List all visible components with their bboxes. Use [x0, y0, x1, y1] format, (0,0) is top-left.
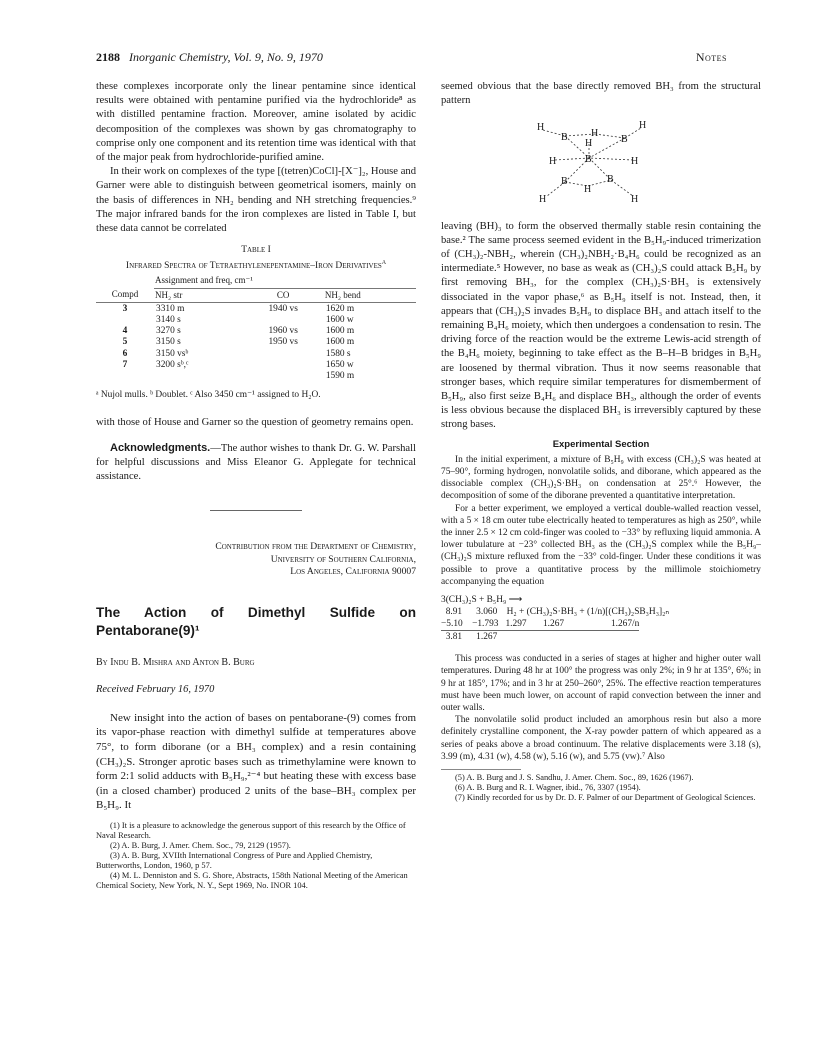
- atom-label: B: [607, 174, 614, 186]
- atom-label: H: [549, 156, 557, 168]
- table-title: Infrared Spectra of Tetraethylenepentamine–Iron Derivatives$^a$: [125, 257, 387, 272]
- atom-label: H: [585, 138, 593, 150]
- section-divider: [210, 510, 302, 511]
- paragraph: seemed obvious that the base directly removed BH₃ from the structural pattern: [441, 81, 761, 107]
- atom-label: B: [585, 154, 592, 166]
- equation-line: 8.91 3.060 H₂ + (CH₃)₂S·BH₃ + (1/n)[(CH₃)₂SB₃H₃]₂ₙ: [441, 607, 670, 618]
- footnote-rule: [441, 769, 521, 770]
- atom-label: H: [539, 194, 547, 206]
- right-column: [441, 80, 761, 803]
- paragraph: these complexes incorporate only the linear pentamine since identical results were obtained with pentamine purified via the hydrochloride⁸ as with distilled pentamine fraction. Moreover, amine isolated by acidic decomposition of the complexes was shown by gas chromatography to comprise only one component and its retention time was identical with that of the major peak from hydrochloride-purified amine.: [96, 81, 416, 164]
- equation-line: 3.81 1.267: [441, 632, 498, 643]
- footnote: (5) A. B. Burg and J. S. Sandhu, J. Amer. Chem. Soc., 89, 1626 (1967).: [455, 772, 694, 782]
- byline: By Indu B. Mishra and Anton B. Burg: [96, 657, 255, 669]
- footnote: (4) M. L. Denniston and S. G. Shore, Abstracts, 158th National Meeting of the American Chemical Society, New York, N. Y., Sept 1969, No. INOR 104.: [96, 871, 408, 891]
- journal-name: Inorganic Chemistry, Vol. 9, No. 9, 1970: [129, 50, 323, 64]
- received-date: Received February 16, 1970: [96, 683, 215, 695]
- article-title: The Action of Dimethyl Sulfide on Pentaborane(9)¹: [96, 605, 416, 639]
- acknowledgments: Acknowledgments.—The author wishes to thank Dr. G. W. Parshall for helpful discussions and Miss Eleanor G. Applegate for technical assistance.: [96, 441, 416, 483]
- paragraph: leaving (BH)₃ to form the observed thermally stable resin containing the base.² The same process seemed evident in the B₅H₉-induced trimerization of (CH₃)₂-NBH₂, wherein (CH₃)₂NBH₂·B₄H₆ could be recognized as an intermediate.⁵ However, no base as weak as (CH₃)₂S could attack B₅H₉ by first removing BH₃, for the complex (CH₃)₂S·BH₃ is extensively dissociated in the vapor phase,⁶ as B₅H₉ itself is not. Instead, then, it appears that (CH₃)₂S invades B₅H₉ to displace BH₃ and attach itself to the remaining B₄H₆ moiety, which then undergoes a condensation to resin. The driving force of the reaction would be the extreme Lewis-acid strength of the B₄H₆ moiety, beginning to take effect as the B–H–B bridges in B₅H₉ are loosened by thermal vibration. Thus it now seems reasonable that stronger bases, which require similar temperatures for dismemberment of B₅H₉, also first seize B₄H₆ and displace BH₃, although the order of events is less obvious because the displaced BH₃ is irreversibly captured by these strong bases.: [441, 220, 761, 431]
- table-footnote: ᵃ Nujol mulls. ᵇ Doublet. ᶜ Also 3450 cm⁻¹ assigned to H₂O.: [96, 390, 321, 401]
- footnote: (1) It is a pleasure to acknowledge the generous support of this research by the Office of Naval Research.: [96, 821, 406, 841]
- section-heading: Experimental Section: [552, 438, 650, 450]
- paragraph: For a better experiment, we employed a vertical double-walled reaction vessel, with a 5 × 18 cm outer tube electrically heated to temperatures as high as 250°, while the inner 2.5 × 12 cm cold-finger was cooled to −33° by refluxing liquid ammonia. A lower tubulature at −23° collected BH₃ as the (CH₃)₂S complex while the B₅H₉–(CH₃)₂S mixture refluxed from the −33° cold-finger. Under these conditions it was possible to prove a quantitative process by the millimole stoichiometry accompanying the equation: [441, 503, 761, 587]
- ir-table: [96, 274, 416, 382]
- paragraph: In the initial experiment, a mixture of B₅H₉ with excess (CH₃)₂S was heated at 75–90°, forming hydrogen, nonvolatile solids, and diborane, which appeared as the dissociable complex (CH₃)₂S·BH₃ on condensation at 25°.⁶ However, the decomposition of some of the diborane prevented a quantitative interpretation.: [441, 454, 761, 502]
- footnote: (6) A. B. Burg and R. I. Wagner, ibid., 76, 3307 (1954).: [455, 782, 641, 792]
- running-header: [96, 50, 727, 66]
- equation-line: 3(CH₃)₂S + B₅H₉ ⟶: [441, 595, 523, 606]
- table-label: Table I: [241, 245, 271, 256]
- page-number: 2188: [96, 50, 120, 64]
- atom-label: H: [639, 120, 647, 132]
- footnote: (2) A. B. Burg, J. Amer. Chem. Soc., 79, 2129 (1957).: [110, 841, 291, 851]
- paragraph: In their work on complexes of the type [(tetren)CoCl]-[X⁻]₂, House and Garner were able to distinguish between geometrical isomers, mainly on the basis of differences in NH₂ bending and NH stretching frequencies.⁹ The major infrared bands for the iron complexes are listed in Table I, but these data cannot be correlated: [96, 166, 416, 235]
- footnotes: [441, 773, 761, 803]
- contribution-address: Contribution from the Department of Chemistry, University of Southern California, Los Angeles, California 90007: [215, 541, 416, 578]
- table-row: 3 3310 m 1940 vs 1620 m: [122, 303, 355, 314]
- table-caption: [96, 244, 416, 272]
- equation-line: −5.10 −1.793 1.297 1.267 1.267/n: [441, 619, 640, 630]
- table-row: 7 3200 sᵇ,ᶜ 1650 w: [122, 359, 354, 370]
- left-column: [96, 80, 416, 891]
- paragraph: New insight into the action of bases on pentaborane-(9) comes from its vapor-phase reaction with dimethyl sulfide at temperatures above 75°, to form diborane (or a BH₃ complex) and a resin containing (CH₃)₂S. Stronger aprotic bases such as trimethylamine were known to form 2:1 solid adducts with B₅H₉,²⁻⁴ but heating these with excess base (in a closed chamber) produced 2 units of the base–BH₃ complex per B₅H₉. It: [96, 711, 416, 812]
- table-group-header: Assignment and freq, cm⁻¹: [154, 274, 416, 288]
- atom-label: B: [621, 134, 628, 146]
- reaction-equation: [441, 594, 761, 643]
- atom-label: H: [631, 194, 639, 206]
- section-name: Notes: [695, 50, 727, 64]
- b5h9-structure-diagram: [525, 116, 761, 211]
- footnotes: [96, 821, 416, 891]
- table-row: 6 3150 vsᵇ 1580 s: [122, 348, 351, 359]
- atom-label: B: [561, 176, 568, 188]
- atom-label: H: [591, 128, 599, 140]
- footnote: (3) A. B. Burg, XVIIth International Congress of Pure and Applied Chemistry, Butterworths, London, 1960, p 57.: [96, 851, 373, 871]
- paragraph: with those of House and Garner so the question of geometry remains open.: [96, 417, 414, 429]
- table-row: 1590 m: [325, 371, 355, 382]
- atom-label: H: [631, 156, 639, 168]
- footnote: (7) Kindly recorded for us by Dr. D. F. Palmer of our Department of Geological Sciences.: [455, 792, 756, 802]
- atom-label: H: [584, 184, 592, 196]
- table-row: 3140 s 1600 w: [156, 315, 354, 325]
- atom-label: H: [537, 122, 545, 134]
- atom-label: B: [561, 132, 568, 144]
- table-row: 4 3270 s 1960 vs 1600 m: [122, 326, 355, 337]
- paragraph: This process was conducted in a series of stages at higher and higher outer wall temperatures. During 48 hr at 100° the progress was only 2%; in 9 hr at 135°, 6%; in 9 hr at 185°, 17%; and in 3 hr at 250–260°, 25%. The effective reaction temperatures must have been much lower, on account of rapid convection between the inner and outer walls.: [441, 654, 761, 713]
- table-row: 5 3150 s 1950 vs 1600 m: [122, 337, 355, 348]
- paragraph: The nonvolatile solid product included an amorphous resin but also a more definitely crystalline component, the X-ray powder pattern of which appeared as a series of peaks above a broad continuum. The relative displacements were 3.18 (s), 3.99 (m), 4.31 (w), 4.58 (w), 5.16 (w), and 5.75 (vw).⁷ Also: [441, 715, 761, 762]
- table-header-row: Compd NH₂ str CO NH₂ bend: [111, 289, 361, 300]
